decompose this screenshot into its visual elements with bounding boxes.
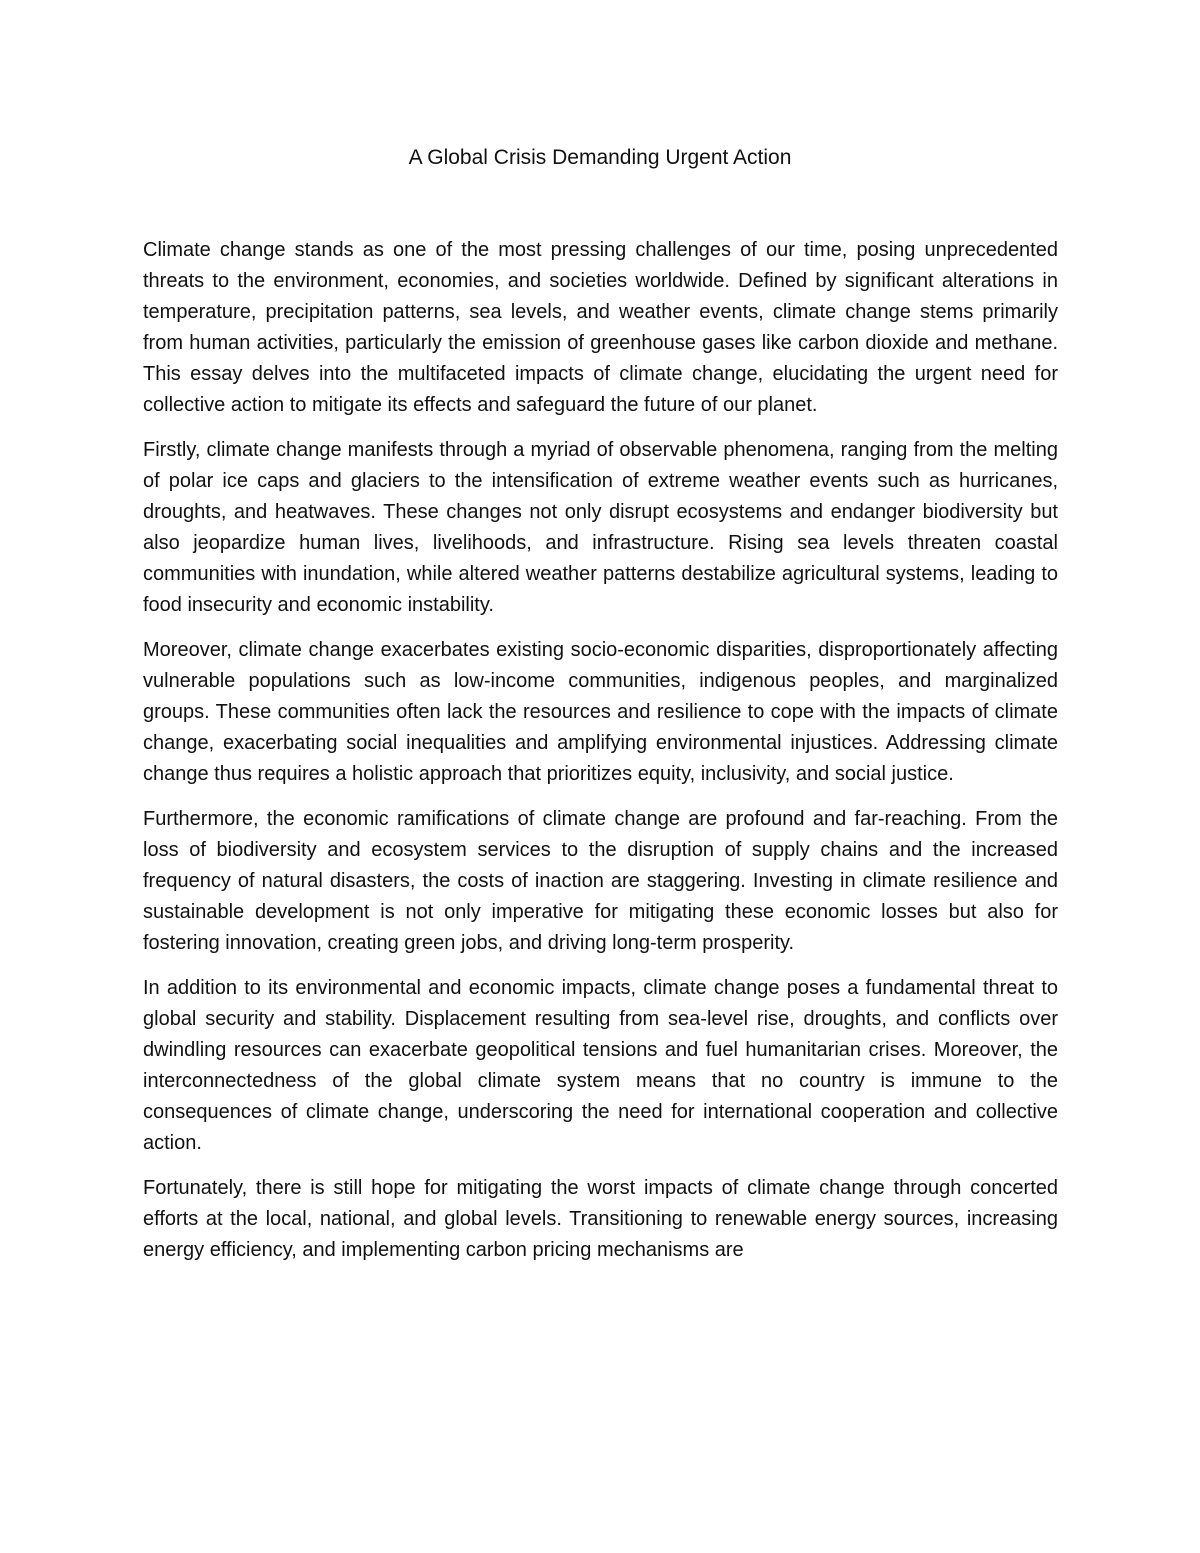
paragraph-4: Furthermore, the economic ramifications of climate change are profound and far-reaching. From the loss of biodiversity and ecosystem services to the disruption of supply chains and the increased frequency of natural disasters, the costs of inaction are staggering. Investing in climate resilience and sustainable development is not only imperative for mitigating these economic losses but also for fostering innovation, creating green jobs, and driving long-term prosperity.: [143, 808, 1058, 954]
document-body: [143, 235, 1058, 1280]
paragraph-2: Firstly, climate change manifests through a myriad of observable phenomena, ranging from the melting of polar ice caps and glaciers to the intensification of extreme weather events such as hurricanes, droughts, and heatwaves. These changes not only disrupt ecosystems and endanger biodiversity but also jeopardize human lives, livelihoods, and infrastructure. Rising sea levels threaten coastal communities with inundation, while altered weather patterns destabilize agricultural systems, leading to food insecurity and economic instability.: [143, 439, 1058, 616]
paragraph-1: Climate change stands as one of the most pressing challenges of our time, posing unprecedented threats to the environment, economies, and societies worldwide. Defined by significant alterations in temperature, precipitation patterns, sea levels, and weather events, climate change stems primarily from human activities, particularly the emission of greenhouse gases like carbon dioxide and methane. This essay delves into the multifaceted impacts of climate change, elucidating the urgent need for collective action to mitigate its effects and safeguard the future of our planet.: [143, 239, 1058, 416]
paragraph-5: In addition to its environmental and economic impacts, climate change poses a fundamental threat to global security and stability. Displacement resulting from sea-level rise, droughts, and conflicts over dwindling resources can exacerbate geopolitical tensions and fuel humanitarian crises. Moreover, the interconnectedness of the global climate system means that no country is immune to the consequences of climate change, underscoring the need for international cooperation and collective action.: [143, 977, 1058, 1154]
paragraph-6: Fortunately, there is still hope for mitigating the worst impacts of climate change through concerted efforts at the local, national, and global levels. Transitioning to renewable energy sources, increasing energy efficiency, and implementing carbon pricing mechanisms are: [143, 1177, 1058, 1261]
paragraph-3: Moreover, climate change exacerbates existing socio-economic disparities, disproportionately affecting vulnerable populations such as low-income communities, indigenous peoples, and marginalized groups. These communities often lack the resources and resilience to cope with the impacts of climate change, exacerbating social inequalities and amplifying environmental injustices. Addressing climate change thus requires a holistic approach that prioritizes equity, inclusivity, and social justice.: [143, 639, 1058, 785]
document-title: A Global Crisis Demanding Urgent Action: [408, 146, 792, 169]
